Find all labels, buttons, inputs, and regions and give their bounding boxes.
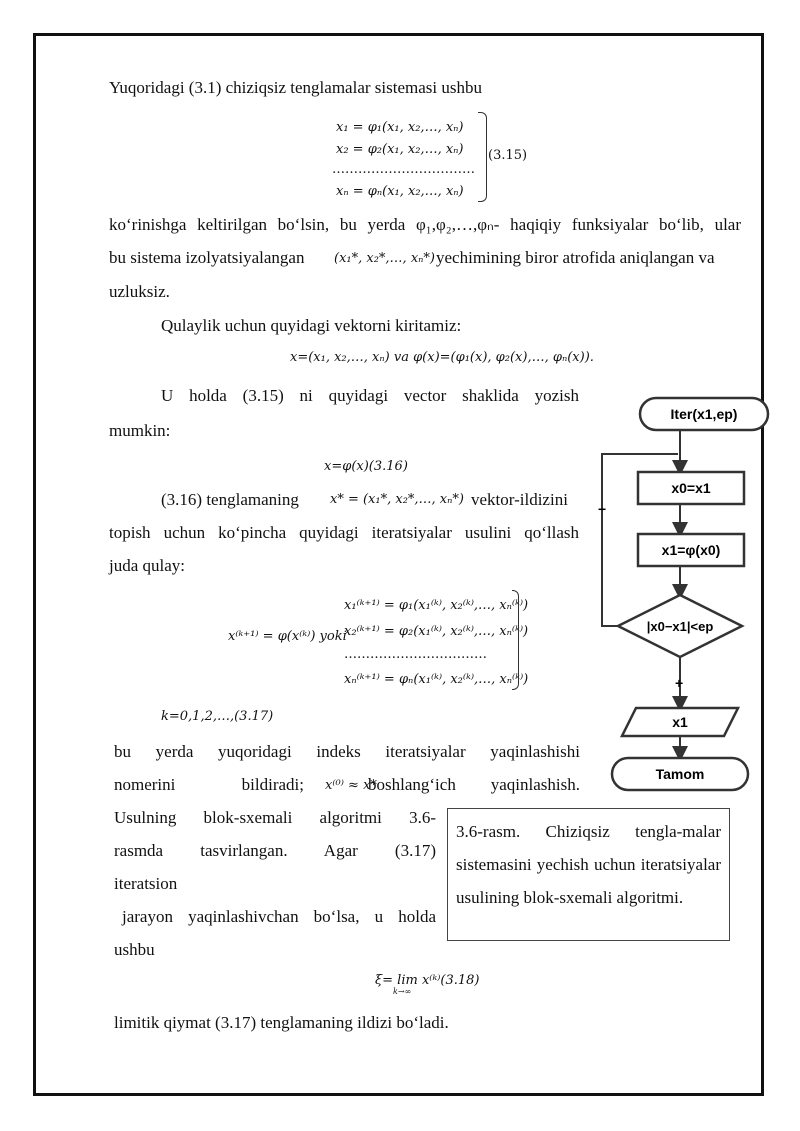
equation-line: xₙ = φₙ(x₁, x₂,…, xₙ) <box>336 184 464 199</box>
flowchart <box>590 392 780 800</box>
paragraph-line: uzluksiz. <box>109 282 170 301</box>
paragraph-line: U holda (3.15) ni quyidagi vector shaklida yozish <box>161 386 579 405</box>
paragraph-line: topish uchun ko‘pincha quyidagi iteratsiyalar usulini qo‘llash <box>109 523 579 542</box>
flowchart-start-terminal <box>640 398 768 430</box>
flowchart-minus-label: − <box>598 501 607 517</box>
flowchart-plus-label: + <box>675 675 684 691</box>
equation-line: x₂⁽ᵏ⁺¹⁾ = φ₂(x₁⁽ᵏ⁾, x₂⁽ᵏ⁾,…, xₙ⁽ᵏ⁾) <box>344 624 529 639</box>
paragraph-line: boshlang‘ich yaqinlashish. <box>368 775 580 794</box>
equation-line: x₂ = φ₂(x₁, x₂,…, xₙ) <box>336 142 464 157</box>
inline-math: x* = (x₁*, x₂*,…, xₙ*) <box>330 492 464 507</box>
paragraph-line: (3.16) tenglamaning <box>161 490 299 509</box>
paragraph-line: nomerini bildiradi; <box>114 775 304 794</box>
inline-math: (x₁*, x₂*,…, xₙ*) <box>334 251 435 266</box>
equation-line: x₁⁽ᵏ⁺¹⁾ = φ₁(x₁⁽ᵏ⁾, x₂⁽ᵏ⁾,…, xₙ⁽ᵏ⁾) <box>344 598 529 613</box>
iteration-index: k=0,1,2,…,(3.17) <box>161 709 274 724</box>
paragraph-line: ushbu <box>114 940 155 959</box>
equation-line: x₁ = φ₁(x₁, x₂,…, xₙ) <box>336 120 464 135</box>
vector-definition: x=(x₁, x₂,…, xₙ) va φ(x)=(φ₁(x), φ₂(x),…, φₙ(x)). <box>290 350 594 365</box>
equation-left: x⁽ᵏ⁺¹⁾ = φ(x⁽ᵏ⁾) yoki <box>228 629 347 644</box>
paragraph-line: juda qulay: <box>109 556 186 575</box>
flowchart-end-terminal <box>612 758 748 790</box>
flowchart-decision-diamond <box>618 595 742 657</box>
right-brace <box>512 590 519 690</box>
flowchart-process-label: x1=φ(x0) <box>661 542 721 558</box>
paragraph-line: mumkin: <box>109 421 171 440</box>
paragraph-line: jarayon yaqinlashivchan bo‘lsa, u holda <box>122 907 436 926</box>
paragraph-line: vektor-ildizini <box>471 490 568 509</box>
flowchart-process-box <box>638 534 744 566</box>
paragraph-line: limitik qiymat (3.17) tenglamaning ildizi bo‘ladi. <box>114 1013 449 1032</box>
flowchart-start-label: Iter(x1,ep) <box>670 406 738 422</box>
equation-label: (3.15) <box>488 148 528 163</box>
paragraph-line: ko‘rinishga keltirilgan bo‘lsin, bu yerda φ₁,φ₂,…,φₙ- haqiqiy funksiyalar bo‘lib, ular <box>109 215 741 234</box>
flowchart-end-label: Tamom <box>655 766 705 782</box>
equation-3-18: ξ= lim x⁽ᵏ⁾(3.18) <box>375 973 480 988</box>
equation-3-16: x=φ(x)(3.16) <box>324 459 408 474</box>
equation-dots: …………………………… <box>332 162 475 177</box>
paragraph-line: bu sistema izolyatsiyalangan <box>109 248 305 267</box>
paragraph-line: Usulning blok-sxemali algoritmi 3.6- <box>114 808 436 827</box>
equation-dots: …………………………… <box>344 647 487 662</box>
paragraph-line: rasmda tasvirlangan. Agar (3.17) <box>114 841 436 860</box>
equation-line: xₙ⁽ᵏ⁺¹⁾ = φₙ(x₁⁽ᵏ⁾, x₂⁽ᵏ⁾,…, xₙ⁽ᵏ⁾) <box>344 672 529 687</box>
figure-caption: 3.6-rasm. Chiziqsiz tengla-malar sistemasini yechish uchun iteratsiyalar usulining blok-sxemali algoritmi. <box>447 808 730 941</box>
paragraph-line: yechimining biror atrofida aniqlangan va <box>436 248 715 267</box>
limit-subscript: k→∞ <box>393 987 412 996</box>
flowchart-process-label: x0=x1 <box>671 480 711 496</box>
right-brace <box>478 112 487 202</box>
paragraph-line: bu yerda yuqoridagi indeks iteratsiyalar yaqinlashishi <box>114 742 580 761</box>
paragraph-intro: Yuqoridagi (3.1) chiziqsiz tenglamalar sistemasi ushbu <box>109 78 482 97</box>
flowchart-output-parallelogram <box>622 708 738 736</box>
flowchart-output-label: x1 <box>672 714 688 730</box>
paragraph-line: iteratsion <box>114 874 178 893</box>
flowchart-decision-label: |x0−x1|<ep <box>646 619 714 634</box>
inline-math: x⁽⁰⁾ ≈ x* <box>325 778 377 793</box>
paragraph-line: Qulaylik uchun quyidagi vektorni kiritamiz: <box>161 316 462 335</box>
flowchart-process-box <box>638 472 744 504</box>
